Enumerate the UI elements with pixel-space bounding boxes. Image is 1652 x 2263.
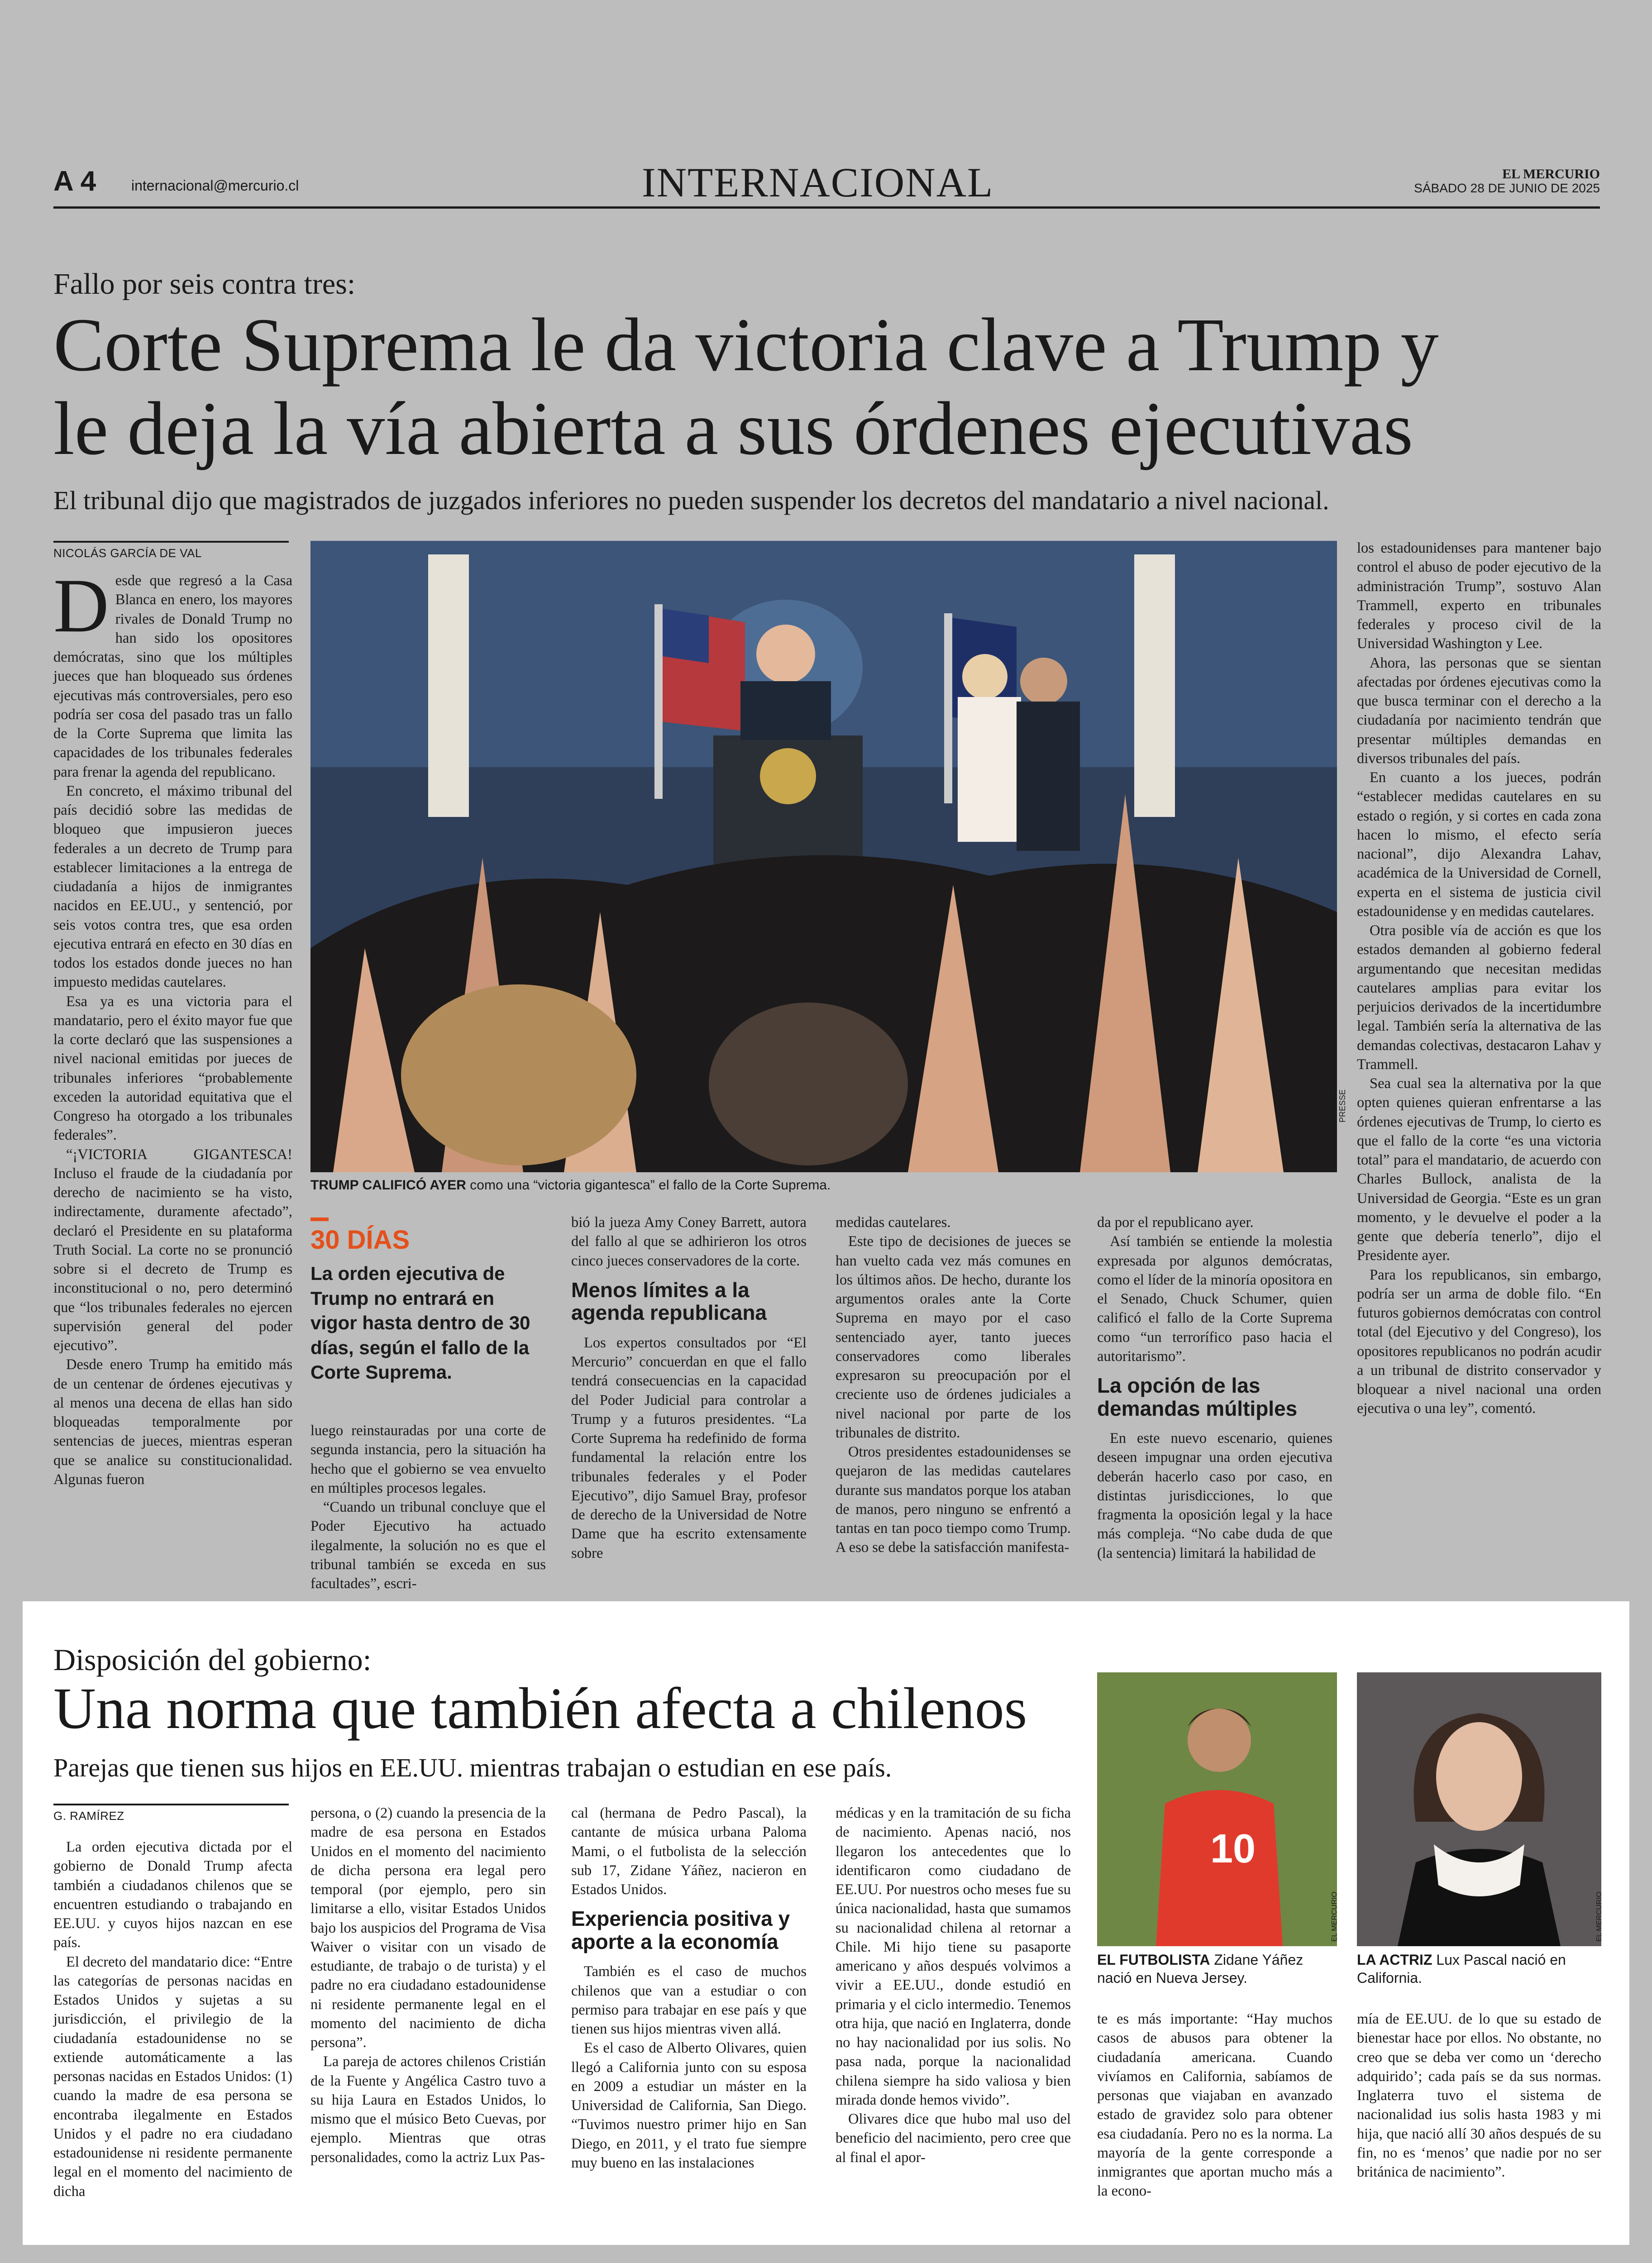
- body-paragraph: En concreto, el máximo tribunal del país decidió sobre las medidas de bloqueo que impusieron jueces federales a un decreto de Trump para establecer limitaciones a la entrega de ciudadanía a hijos de inmigrantes nacidos en EE.UU., y sentenció, por seis votos contra tres, que esa orden ejecutiva entrará en efecto en 30 días en todos los estados donde jueces no han impuesto medidas cautelares.: [53, 783, 292, 991]
- main-photo-caption: [310, 1177, 1337, 1194]
- body-paragraph: los estadounidenses para mantener bajo control el abuso de poder ejecutivo de la administración Trump”, sostuvo Alan Trammell, experto en tribunales federales y proceso civil de la Universidad Washington y Lee.: [1357, 540, 1601, 652]
- caption-text: como una “victoria gigantesca” el fallo de la Corte Suprema.: [470, 1178, 831, 1193]
- callout-number: 30 DÍAS: [310, 1225, 410, 1255]
- svg-text:10: 10: [1210, 1826, 1256, 1872]
- second-col-1: [53, 1838, 292, 2201]
- second-deck: Parejas que tienen sus hijos en EE.UU. mientras trabajan o estudian en ese país.: [53, 1753, 892, 1782]
- body-paragraph: Los expertos consultados por “El Mercurio” concuerdan en que el fallo tendrá consecuencias en la capacidad del Poder Judicial para controlar a Trump y a futuros presidentes. “La Corte Suprema ha redefinido de forma fundamental la relación entre los tribunales federales y el Poder Ejecutivo”, dijo Samuel Bray, profesor de derecho de la Universidad de Notre Dame que ha escrito extensamente sobre: [571, 1334, 807, 1561]
- second-col-3: [571, 1804, 807, 2172]
- body-paragraph: Otros presidentes estadounidenses se quejaron de las medidas cautelares durante sus mandatos porque los ataban de manos, pero ninguno se enfrentó a tantas en tan poco tiempo como Trump. A eso se debe la satisfacción manifesta-: [836, 1444, 1071, 1556]
- actress-image: [1357, 1672, 1601, 1946]
- footballer-photo: [1097, 1672, 1337, 1946]
- body-paragraph: La pareja de actores chilenos Cristián de la Fuente y Angélica Castro tuvo a su hija Laura en Estados Unidos, lo mismo que el músico Beto Cuevas, por ejemplo. Mientras que otras personalidades, como la actriz Lux Pas-: [310, 2053, 546, 2166]
- main-col-1: [53, 563, 292, 1489]
- body-paragraph: Olivares dice que hubo mal uso del beneficio del nacimiento, pero cree que al final el apor-: [836, 2111, 1071, 2166]
- actress-photo: [1357, 1672, 1601, 1946]
- body-paragraph: También es el caso de muchos chilenos que van a estudiar o con permiso para trabajar en ese país y que tienen sus hijos mientras viven allá.: [571, 1963, 807, 2038]
- photo2-credit: EL MERCURIO: [1595, 1891, 1603, 1942]
- body-paragraph: mía de EE.UU. de lo que su estado de bienestar hace por ellos. No obstante, no creo que se deba ver como un ‘derecho adquirido’; cada país se da sus normas. Inglaterra tuvo el sistema de nacionalidad ius solis hasta 1983 y mi hija, que nació allí 30 años después de su fin, no es ‘menos’ que nadie por no ser británica de nacimiento”.: [1357, 2011, 1601, 2180]
- main-deck: El tribunal dijo que magistrados de juzgados inferiores no pueden suspender los decretos del mandatario a nivel nacional.: [53, 486, 1329, 515]
- second-byline: G. RAMÍREZ: [53, 1804, 289, 1823]
- body-paragraph: Otra posible vía de acción es que los estados demanden al gobierno federal argumentando que necesitan medidas cautelares amplias para evitar los perjuicios derivados de la incertidumbre legal. También sería la alternativa de las demandas colectivas, destacaron Lahav y Trammell.: [1357, 922, 1601, 1073]
- main-headline-line2: le deja la vía abierta a sus órdenes ejecutivas: [53, 386, 1413, 471]
- photo2-caption: [1357, 1951, 1601, 1987]
- dropcap: D: [53, 563, 109, 648]
- page-date: SÁBADO 28 DE JUNIO DE 2025: [1414, 181, 1600, 195]
- body-paragraph: luego reinstauradas por una corte de segunda instancia, pero la situación ha hecho que el gobierno se vea envuelto en múltiples procesos legales.: [310, 1423, 546, 1496]
- caption-bold: EL FUTBOLISTA: [1097, 1952, 1210, 1968]
- body-paragraph: La orden ejecutiva dictada por el gobierno de Donald Trump afecta también a ciudadanos chilenos que se encuentren estudiando o trabajando en EE.UU. y cuyos hijos nazcan en ese país.: [53, 1839, 292, 1951]
- header-rule: [53, 206, 1600, 209]
- body-paragraph: esde que regresó a la Casa Blanca en enero, los mayores rivales de Donald Trump no han sido los opositores demócratas, sino que los múltiples jueces que han bloqueado sus órdenes ejecutivas más controversiales, pero eso podría ser cosa del pasado tras un fallo de la Corte Suprema que limita las capacidades de los tribunales federales para frenar la agenda del republicano.: [53, 573, 292, 780]
- body-paragraph: Esa ya es una victoria para el mandatario, pero el éxito mayor fue que la corte declaró que las suspensiones a nivel nacional emitidas por jueces de tribunales inferiores “probablemente exceden la autoridad equitativa que el Congreso ha otorgado a los tribunales federales”.: [53, 993, 292, 1144]
- page-number: A 4: [53, 166, 96, 197]
- press-conference-photo: [310, 541, 1337, 1172]
- second-col-6: [1357, 2010, 1601, 2182]
- body-paragraph: En este nuevo escenario, quienes deseen impugnar una orden ejecutiva deberán hacerlo caso por caso, en distintas jurisdicciones, lo que fragmenta la oposición legal y la hace más compleja. “No cabe duda de que (la sentencia) limitará la habilidad de: [1097, 1430, 1332, 1561]
- second-headline: Una norma que también afecta a chilenos: [53, 1676, 1027, 1741]
- body-paragraph: “¡VICTORIA GIGANTESCA! Incluso el fraude de la ciudadanía por derecho de nacimiento se ha visto, indirectamente, duramente afectado”, declaró el Presidente en su plataforma Truth Social. La corte no se pronunció sobre si el decreto de Trump es inconstitucional o no, pero determinó que “los tribunales federales no ejercen supervisión general del poder ejecutivo”.: [53, 1146, 292, 1354]
- body-paragraph: Ahora, las personas que se sientan afectadas por órdenes ejecutivas como la que busca terminar con el derecho a la ciudadanía por nacimiento tendrán que presentar múltiples demandas en diversos tribunales del país.: [1357, 654, 1601, 767]
- subheading: Menos límites a la agenda republicana: [571, 1278, 767, 1325]
- second-kicker: Disposición del gobierno:: [53, 1642, 372, 1677]
- body-paragraph: da por el republicano ayer.: [1097, 1214, 1254, 1231]
- paper-name: EL MERCURIO: [1502, 167, 1600, 181]
- body-paragraph: Sea cual sea la alternativa por la que opten quienes quieran enfrentarse a las órdenes ejecutivas de Trump, lo cierto es que el fallo de la corte “es una victoria total” para el mandatario, de acuerdo con Charles Bullock, analista de la Universidad de Georgia. “Este es un gran momento, y le devuelve el poder a la gente que debería tenerlo”, dijo el Presidente ayer.: [1357, 1075, 1601, 1264]
- body-paragraph: cal (hermana de Pedro Pascal), la cantante de música urbana Paloma Mami, o el futbolista de la selección sub 17, Zidane Yáñez, nacieron en Estados Unidos.: [571, 1805, 807, 1898]
- second-col-4: [836, 1804, 1071, 2167]
- caption-bold: TRUMP CALIFICÓ AYER: [310, 1178, 466, 1193]
- main-headline-line1: Corte Suprema le da victoria clave a Trump y: [53, 303, 1439, 387]
- body-paragraph: persona, o (2) cuando la presencia de la madre de esa persona en Estados Unidos en el momento del nacimiento de dicha persona era legal pero temporal (por ejemplo, pero sin limitarse a ello, visitar Estados Unidos bajo los auspicios del Programa de Visa Waiver o visitar con un visado de estudiante, de trabajo o de turista) y el padre no era ciudadano estadounidense ni residente permanente legal en el momento del nacimiento de dicha persona”.: [310, 1805, 546, 2051]
- body-paragraph: Para los republicanos, sin embargo, podría ser un arma de doble filo. “En futuros gobiernos demócratas con control total (del Ejecutivo y del Congreso), los opositores republicanos no podrán acudir a un tribunal de distrito conservador y bloquear a nivel nacional una orden ejecutiva o una ley”, comentó.: [1357, 1266, 1601, 1417]
- footballer-image: [1097, 1672, 1337, 1946]
- second-col-5: [1097, 2010, 1332, 2201]
- callout-text: La orden ejecutiva de Trump no entrará en vigor hasta dentro de 30 días, según el fallo de la Corte Suprema.: [310, 1263, 530, 1383]
- body-paragraph: médicas y en la tramitación de su ficha de nacimiento. Apenas nació, nos llegaron los antecedentes que lo identificaron como ciudadano de EE.UU. Por nuestros ocho meses fue su única nacionalidad, hasta que sumamos su nacionalidad chilena al retornar a Chile. Mi hijo tiene su pasaporte americano y años después volvimos a vivir a EE.UU., donde estudió en primaria y el ciclo intermedio. Tenemos otra hija, que nació en Inglaterra, donde no hay nacionalidad por ius solis. No pasa nada, porque la nacionalidad chilena siempre ha sido valiosa y bien mirada donde hemos vivido”.: [836, 1805, 1071, 2108]
- body-paragraph: El decreto del mandatario dice: “Entre las categorías de personas nacidas en Estados Unidos y sujetas a su jurisdicción, el privilegio de la ciudadanía estadounidense no se extiende automáticamente a las personas nacidas en Estados Unidos: (1) cuando la madre de esa persona se encontraba ilegalmente en Estados Unidos y el padre no era ciudadano estadounidense ni residente permanente legal en el momento del nacimiento de dicha: [53, 1953, 292, 2200]
- photo-credit: FRANCE PRESSE: [1328, 1089, 1347, 1122]
- main-col-5: [1097, 1213, 1332, 1563]
- main-photo: [310, 541, 1337, 1172]
- main-col-4: [836, 1213, 1071, 1557]
- main-headline: [53, 303, 1601, 471]
- main-byline: NICOLÁS GARCÍA DE VAL: [53, 541, 289, 560]
- main-col-3: [571, 1213, 807, 1563]
- second-col-2: [310, 1804, 546, 2167]
- body-paragraph: Así también se entiende la molestia expresada por algunos demócratas, como el líder de la minoría opositora en el Senado, Chuck Schumer, quien calificó el fallo de la Corte Suprema como “un terrorífico paso hacia el autoritarismo”.: [1097, 1233, 1332, 1365]
- section-title: INTERNACIONAL: [642, 159, 994, 205]
- body-paragraph: bió la jueza Amy Coney Barrett, autora del fallo al que se adhirieron los otros cinco jueces conservadores de la corte.: [571, 1214, 807, 1269]
- body-paragraph: Es el caso de Alberto Olivares, quien llegó a California junto con su esposa en 2009 a estudiar un máster en la Universidad de California, San Diego. “Tuvimos nuestro primer hijo en San Diego, en 2011, y el trato fue siempre muy bueno en las instalaciones: [571, 2040, 807, 2171]
- body-paragraph: Este tipo de decisiones de jueces se han vuelto cada vez más comunes en los últimos años. De hecho, durante los argumentos orales ante la Corte Suprema en mayo por el caso sentenciado ayer, tanto jueces conservadores como liberales expresaron su preocupación por el creciente uso de órdenes judiciales a nivel nacional por parte de los tribunales de distrito.: [836, 1233, 1071, 1441]
- callout-accent: [310, 1217, 329, 1221]
- main-col-6: [1357, 539, 1601, 1418]
- photo1-caption: [1097, 1951, 1337, 1987]
- section-email: internacional@mercurio.cl: [131, 177, 299, 194]
- subheading: Experiencia positiva y aporte a la economía: [571, 1907, 790, 1953]
- caption-text: Lux Pascal nació en California.: [1357, 1952, 1566, 1986]
- callout-box: [310, 1217, 546, 1385]
- main-kicker: Fallo por seis contra tres:: [53, 267, 356, 301]
- body-paragraph: medidas cautelares.: [836, 1214, 951, 1231]
- body-paragraph: En cuanto a los jueces, podrán “establecer medidas cautelares en su estado o región, y si cortes en cada zona hacen lo mismo, el efecto sería nacional”, dijo Alexandra Lahav, académica de la Universidad de Cornell, experta en el sistema de justicia civil estadounidense y en medidas cautelares.: [1357, 769, 1601, 920]
- photo1-credit: EL MERCURIO: [1331, 1891, 1338, 1942]
- main-col-2: [310, 1421, 546, 1593]
- subheading: La opción de las demandas múltiples: [1097, 1374, 1298, 1420]
- body-paragraph: “Cuando un tribunal concluye que el Poder Ejecutivo ha actuado ilegalmente, la solución no es que el tribunal también se exceda en sus facultades”, escri-: [310, 1499, 546, 1592]
- caption-text: Zidane Yáñez nació en Nueva Jersey.: [1097, 1952, 1303, 1986]
- caption-bold: LA ACTRIZ: [1357, 1952, 1432, 1968]
- body-paragraph: te es más importante: “Hay muchos casos de abusos para obtener la ciudadanía americana. Cuando vivíamos en California, sabíamos de personas que viajaban en avanzado estado de gravidez solo para obtener esa ciudadanía. Pero no es la norma. La mayoría de la gente corresponde a inmigrantes que aportan mucho más a la econo-: [1097, 2011, 1332, 2200]
- body-paragraph: Desde enero Trump ha emitido más de un centenar de órdenes ejecutivas y al menos una decena de ellas han sido bloqueadas temporalmente por sentencias de jueces, mientras esperan que se analice su constitucionalidad. Algunas fueron: [53, 1356, 292, 1488]
